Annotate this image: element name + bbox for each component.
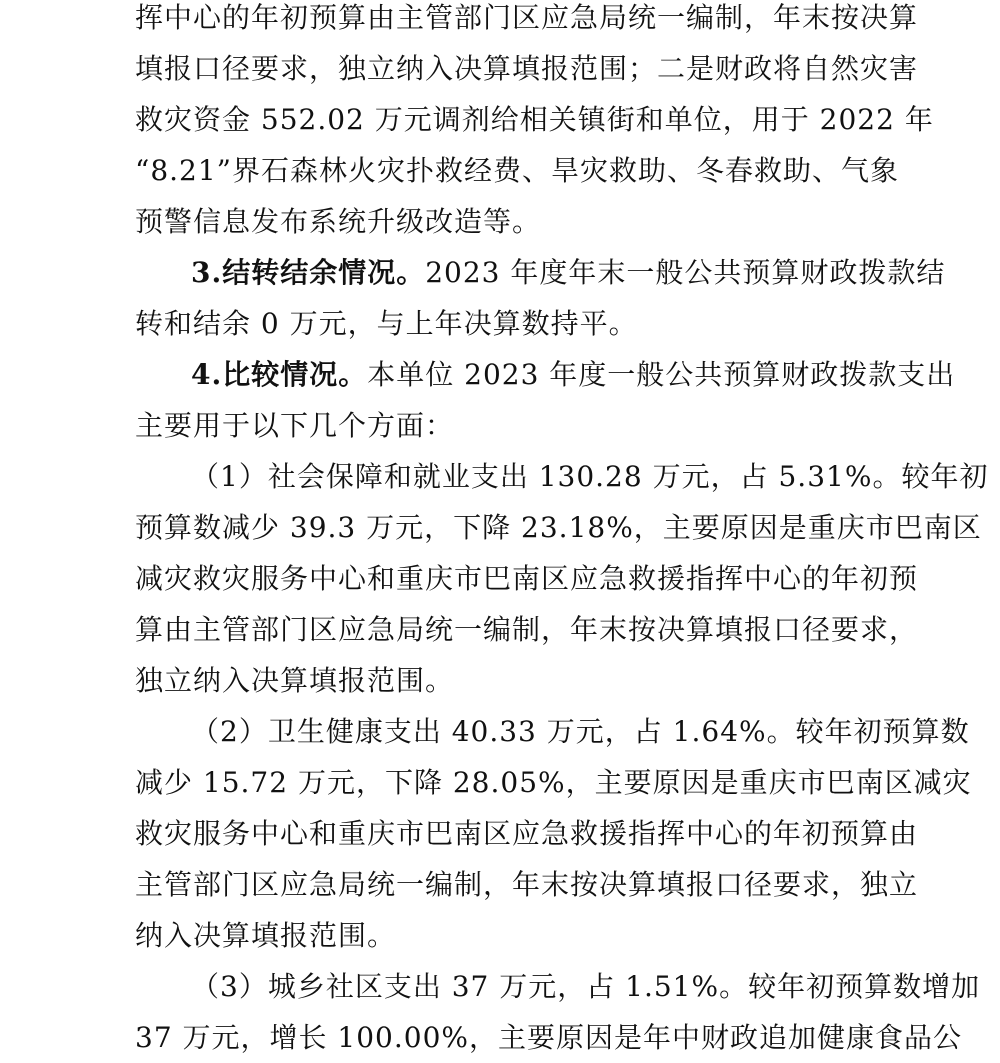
text-line: 37 万元，增长 100.00%，主要原因是年中财政追加健康食品公 [135,1021,963,1054]
section-heading: 3.结转结余情况。 [191,256,426,289]
text-run: 2023 年度年末一般公共预算财政拨款结 [425,256,946,289]
document-page [135,0,989,1063]
text-line: 主要用于以下几个方面： [135,409,455,442]
text-line: （2）卫生健康支出 40.33 万元，占 1.64%。较年初预算数 [191,715,970,748]
text-line [135,349,956,400]
text-line: 算由主管部门区应急局统一编制，年末按决算填报口径要求， [135,613,919,646]
text-line: 救灾资金 552.02 万元调剂给相关镇街和单位，用于 2022 年 [135,103,934,136]
text-line: （1）社会保障和就业支出 130.28 万元，占 5.31%。较年初 [191,460,989,493]
paragraph [135,0,934,247]
text-line [135,247,946,298]
text-line: 转和结余 0 万元，与上年决算数持平。 [135,307,638,340]
text-line: 填报口径要求，独立纳入决算填报范围；二是财政将自然灾害 [135,52,919,85]
paragraph-item-3 [135,961,981,1063]
text-line: 救灾服务中心和重庆市巴南区应急救援指挥中心的年初预算由 [135,817,919,850]
text-line: 预算数减少 39.3 万元，下降 23.18%，主要原因是重庆市巴南区 [135,511,982,544]
text-line: 减少 15.72 万元，下降 28.05%，主要原因是重庆市巴南区减灾 [135,766,972,799]
text-line: 预警信息发布系统升级改造等。 [135,205,542,238]
text-line: 减灾救灾服务中心和重庆市巴南区应急救援指挥中心的年初预 [135,562,919,595]
section-heading: 4.比较情况。 [191,358,368,391]
text-run: 本单位 2023 年度一般公共预算财政拨款支出 [367,358,956,391]
text-line: 纳入决算填报范围。 [135,919,397,952]
paragraph-carryover [135,247,946,349]
text-line: 独立纳入决算填报范围。 [135,664,455,697]
text-line: 主管部门区应急局统一编制，年末按决算填报口径要求，独立 [135,868,919,901]
paragraph-item-2 [135,706,972,961]
text-line: （3）城乡社区支出 37 万元，占 1.51%。较年初预算数增加 [191,970,981,1003]
paragraph-item-1 [135,451,989,706]
text-line: “8.21”界石森林火灾扑救经费、旱灾救助、冬春救助、气象 [135,154,899,187]
text-line: 挥中心的年初预算由主管部门区应急局统一编制，年末按决算 [135,1,919,34]
paragraph-comparison [135,349,956,451]
